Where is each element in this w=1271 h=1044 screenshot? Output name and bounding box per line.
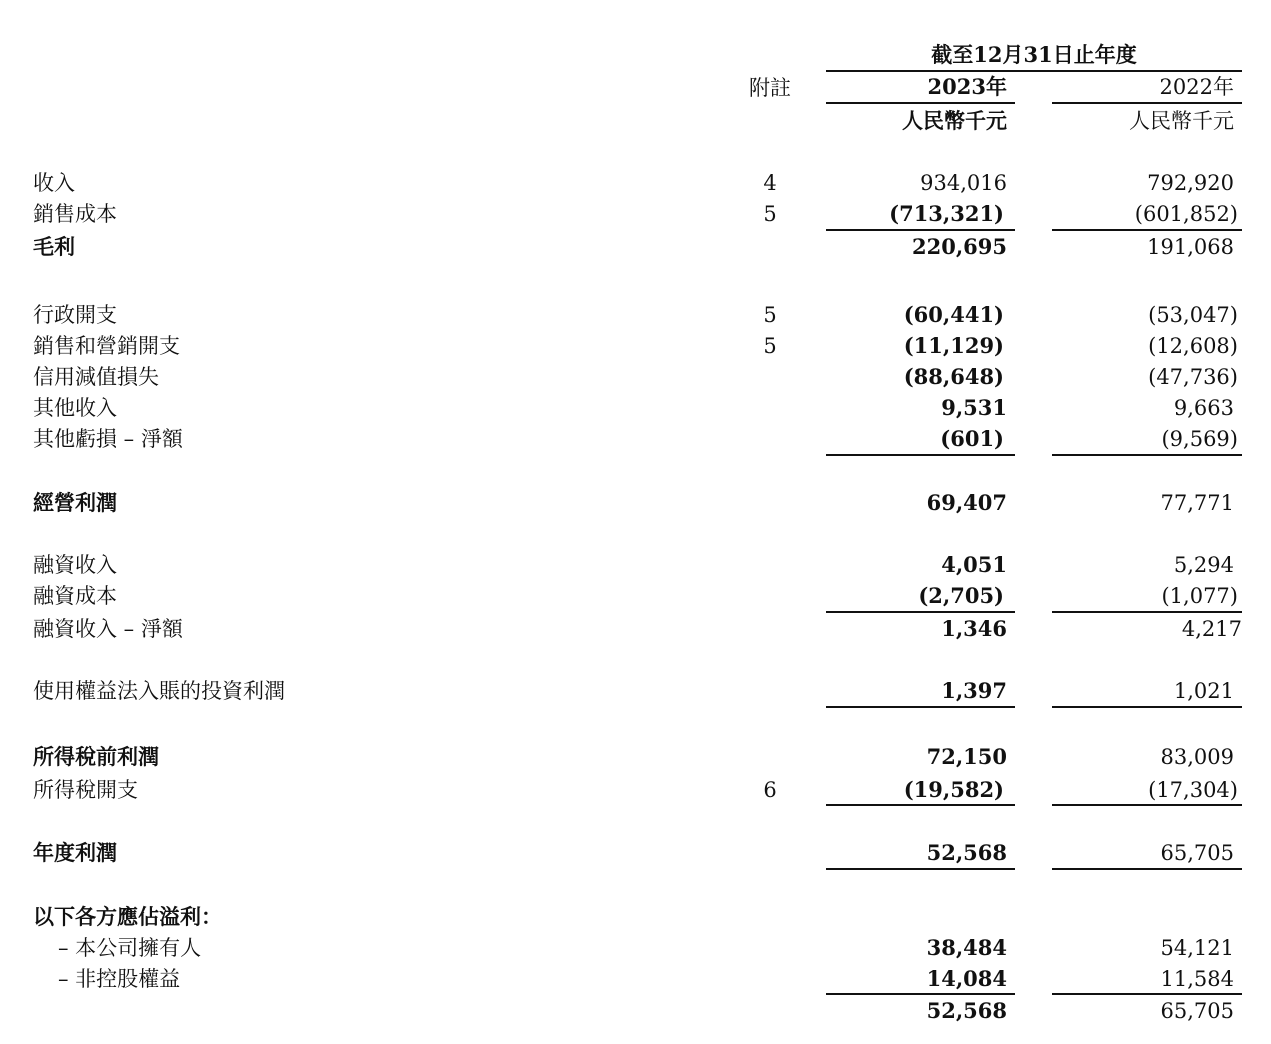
subtotal-rule	[826, 611, 1015, 613]
subtotal-rule	[826, 706, 1015, 708]
row-label: 融資收入	[33, 553, 117, 577]
row-value-2022: 191,068	[1147, 235, 1234, 259]
row-label: – 本公司擁有人	[58, 936, 202, 960]
row-value-2022: 11,584	[1160, 967, 1234, 991]
row-label: 銷售成本	[33, 202, 117, 226]
subtotal-rule	[826, 993, 1015, 995]
subtotal-rule	[1052, 993, 1242, 995]
subtotal-rule	[826, 804, 1015, 806]
subtotal-rule	[1052, 229, 1242, 231]
row-note: 4	[763, 171, 777, 195]
row-label: 收入	[33, 171, 75, 195]
row-value-2022: 77,771	[1160, 491, 1234, 515]
subtotal-rule	[826, 229, 1015, 231]
row-label: 融資成本	[33, 584, 117, 608]
row-value-2022: 83,009	[1160, 745, 1234, 769]
row-label: 毛利	[33, 234, 75, 259]
row-label: 使用權益法入賬的投資利潤	[33, 679, 285, 703]
row-value-2023: (19,582)	[903, 777, 1004, 802]
subtotal-rule	[1052, 804, 1242, 806]
row-note: 5	[763, 202, 777, 226]
row-value-2023: 72,150	[926, 744, 1007, 769]
currency-2023: 人民幣千元	[902, 108, 1007, 133]
year-2022-heading: 2022年	[1159, 75, 1234, 99]
row-value-2022: 65,705	[1160, 999, 1234, 1023]
row-value-2023: 14,084	[926, 966, 1007, 991]
row-value-2022: (12,608)	[1148, 334, 1238, 358]
row-label: 其他收入	[33, 396, 117, 420]
row-label: 所得稅開支	[33, 778, 138, 802]
header-rule	[826, 70, 1242, 72]
row-value-2022: 9,663	[1173, 396, 1234, 420]
section-heading: 以下各方應佔溢利：	[33, 904, 222, 929]
row-value-2022: (47,736)	[1148, 365, 1238, 389]
row-value-2023: (88,648)	[903, 364, 1004, 389]
currency-2022: 人民幣千元	[1129, 109, 1234, 133]
year-2023-heading: 2023年	[927, 74, 1007, 99]
row-value-2023: 934,016	[920, 171, 1007, 195]
row-note: 5	[763, 334, 777, 358]
row-label: 行政開支	[33, 303, 117, 327]
row-value-2023: 220,695	[912, 234, 1007, 259]
row-value-2023: (713,321)	[889, 201, 1004, 226]
row-value-2022: (1,077)	[1161, 584, 1238, 608]
row-label: 年度利潤	[33, 840, 117, 865]
year-2023-rule	[826, 102, 1015, 104]
row-value-2022: (53,047)	[1148, 303, 1238, 327]
row-value-2023: (2,705)	[918, 583, 1004, 608]
row-value-2022: (17,304)	[1148, 778, 1238, 802]
row-value-2023: 1,346	[941, 616, 1007, 641]
row-value-2023: 4,051	[941, 552, 1007, 577]
row-label: 銷售和營銷開支	[33, 334, 180, 358]
row-value-2022: 54,121	[1160, 936, 1234, 960]
row-label: 融資收入 – 淨額	[33, 617, 183, 641]
row-label: 信用減值損失	[33, 365, 159, 389]
row-value-2023: (60,441)	[903, 302, 1004, 327]
row-value-2023: 52,568	[926, 840, 1007, 865]
row-value-2023: 52,568	[926, 998, 1007, 1023]
row-label: 經營利潤	[33, 490, 117, 515]
row-value-2022: (601,852)	[1134, 202, 1238, 226]
row-value-2022: 1,021	[1173, 679, 1234, 703]
subtotal-rule	[1052, 706, 1242, 708]
row-label: – 非控股權益	[58, 967, 181, 991]
row-value-2023: 9,531	[941, 395, 1007, 420]
total-rule	[826, 868, 1015, 870]
row-value-2023: 69,407	[926, 490, 1007, 515]
total-rule	[1052, 868, 1242, 870]
row-value-2022: 792,920	[1147, 171, 1234, 195]
subtotal-rule	[1052, 611, 1242, 613]
row-label: 所得稅前利潤	[33, 744, 159, 769]
row-value-2022: 5,294	[1173, 553, 1234, 577]
row-label: 其他虧損 – 淨額	[33, 427, 183, 451]
row-value-2023: (11,129)	[903, 333, 1004, 358]
row-value-2023: 1,397	[941, 678, 1007, 703]
year-2022-rule	[1052, 102, 1242, 104]
row-note: 6	[763, 778, 777, 802]
row-value-2023: 38,484	[926, 935, 1007, 960]
row-value-2023: (601)	[940, 426, 1004, 451]
subtotal-rule	[826, 454, 1015, 456]
subtotal-rule	[1052, 454, 1242, 456]
row-value-2022: 4,217	[1181, 617, 1242, 641]
note-column-heading: 附註	[749, 76, 791, 100]
row-note: 5	[763, 303, 777, 327]
row-value-2022: 65,705	[1160, 841, 1234, 865]
period-heading: 截至12月31日止年度	[931, 42, 1137, 67]
row-value-2022: (9,569)	[1161, 427, 1238, 451]
